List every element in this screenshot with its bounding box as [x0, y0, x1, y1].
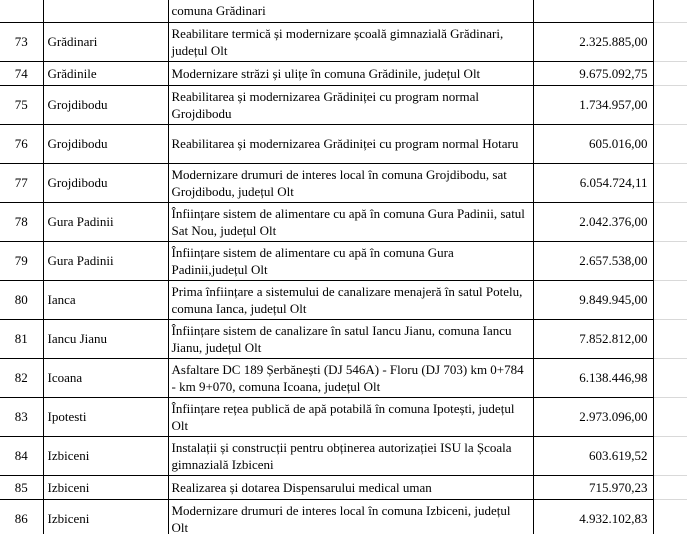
grid-margin-cell — [653, 0, 687, 22]
commune-cell: Gura Padinii — [43, 202, 168, 241]
project-description-cell: comuna Grădinari — [168, 0, 533, 22]
amount-cell: 2.973.096,00 — [533, 397, 653, 436]
amount-cell: 7.852.812,00 — [533, 319, 653, 358]
table-row — [0, 22, 687, 61]
project-description-cell: Modernizare drumuri de interes local în comuna Izbiceni, județul Olt — [168, 499, 533, 534]
project-description-cell: Asfaltare DC 189 Șerbănești (DJ 546A) - Floru (DJ 703) km 0+784 - km 9+070, comuna Icoana, județul Olt — [168, 358, 533, 397]
amount-cell: 603.619,52 — [533, 436, 653, 475]
table-row — [0, 163, 687, 202]
table-row — [0, 397, 687, 436]
table-row — [0, 0, 687, 22]
grid-margin-cell — [653, 22, 687, 61]
commune-cell: Grădinile — [43, 61, 168, 85]
row-number-cell: 78 — [0, 202, 43, 241]
row-number-cell: 83 — [0, 397, 43, 436]
amount-cell: 9.849.945,00 — [533, 280, 653, 319]
table-row — [0, 85, 687, 124]
grid-margin-cell — [653, 163, 687, 202]
table-row — [0, 202, 687, 241]
project-description-cell: Înființare sistem de alimentare cu apă în comuna Gura Padinii, satul Sat Nou, județul Olt — [168, 202, 533, 241]
commune-cell: Icoana — [43, 358, 168, 397]
project-description-cell: Modernizare străzi și ulițe în comuna Grădinile, județul Olt — [168, 61, 533, 85]
commune-cell: Grădinari — [43, 22, 168, 61]
table-row — [0, 499, 687, 534]
table-row — [0, 61, 687, 85]
commune-cell — [43, 0, 168, 22]
table-row — [0, 280, 687, 319]
amount-cell — [533, 0, 653, 22]
table-row — [0, 124, 687, 163]
project-description-cell: Înființare rețea publică de apă potabilă în comuna Ipotești, județul Olt — [168, 397, 533, 436]
commune-cell: Gura Padinii — [43, 241, 168, 280]
commune-cell: Izbiceni — [43, 475, 168, 499]
amount-cell: 605.016,00 — [533, 124, 653, 163]
project-description-cell: Modernizare drumuri de interes local în comuna Grojdibodu, sat Grojdibodu, județul Olt — [168, 163, 533, 202]
grid-margin-cell — [653, 358, 687, 397]
project-description-cell: Instalații și construcții pentru obținerea autorizației ISU la Școala gimnazială Izbiceni — [168, 436, 533, 475]
grid-margin-cell — [653, 280, 687, 319]
commune-cell: Grojdibodu — [43, 124, 168, 163]
commune-cell: Grojdibodu — [43, 163, 168, 202]
table-row — [0, 436, 687, 475]
row-number-cell: 82 — [0, 358, 43, 397]
grid-margin-cell — [653, 202, 687, 241]
row-number-cell: 77 — [0, 163, 43, 202]
table-row — [0, 241, 687, 280]
project-description-cell: Înființare sistem de alimentare cu apă în comuna Gura Padinii,județul Olt — [168, 241, 533, 280]
amount-cell: 6.054.724,11 — [533, 163, 653, 202]
project-description-cell: Reabilitare termică și modernizare școală gimnazială Grădinari, județul Olt — [168, 22, 533, 61]
commune-cell: Grojdibodu — [43, 85, 168, 124]
project-description-cell: Prima înființare a sistemului de canalizare menajeră în satul Potelu, comuna Ianca, județul Olt — [168, 280, 533, 319]
grid-margin-cell — [653, 397, 687, 436]
project-description-cell: Reabilitarea și modernizarea Grădiniței cu program normal Grojdibodu — [168, 85, 533, 124]
row-number-cell: 73 — [0, 22, 43, 61]
row-number-cell: 84 — [0, 436, 43, 475]
grid-margin-cell — [653, 241, 687, 280]
grid-margin-cell — [653, 61, 687, 85]
row-number-cell: 79 — [0, 241, 43, 280]
commune-cell: Ipotesti — [43, 397, 168, 436]
commune-cell: Iancu Jianu — [43, 319, 168, 358]
row-number-cell: 86 — [0, 499, 43, 534]
commune-cell: Izbiceni — [43, 436, 168, 475]
amount-cell: 1.734.957,00 — [533, 85, 653, 124]
project-description-cell: Realizarea și dotarea Dispensarului medical uman — [168, 475, 533, 499]
amount-cell: 2.657.538,00 — [533, 241, 653, 280]
grid-margin-cell — [653, 85, 687, 124]
row-number-cell: 85 — [0, 475, 43, 499]
table-row — [0, 319, 687, 358]
amount-cell: 4.932.102,83 — [533, 499, 653, 534]
grid-margin-cell — [653, 319, 687, 358]
project-description-cell: Înființare sistem de canalizare în satul Iancu Jianu, comuna Iancu Jianu, județul Olt — [168, 319, 533, 358]
project-description-cell: Reabilitarea și modernizarea Grădiniței cu program normal Hotaru — [168, 124, 533, 163]
amount-cell: 9.675.092,75 — [533, 61, 653, 85]
amount-cell: 2.042.376,00 — [533, 202, 653, 241]
table-row — [0, 475, 687, 499]
amount-cell: 2.325.885,00 — [533, 22, 653, 61]
row-number-cell: 76 — [0, 124, 43, 163]
row-number-cell: 80 — [0, 280, 43, 319]
row-number-cell — [0, 0, 43, 22]
table-row — [0, 358, 687, 397]
commune-cell: Ianca — [43, 280, 168, 319]
amount-cell: 715.970,23 — [533, 475, 653, 499]
grid-margin-cell — [653, 475, 687, 499]
commune-cell: Izbiceni — [43, 499, 168, 534]
row-number-cell: 75 — [0, 85, 43, 124]
grid-margin-cell — [653, 124, 687, 163]
row-number-cell: 74 — [0, 61, 43, 85]
grid-margin-cell — [653, 436, 687, 475]
row-number-cell: 81 — [0, 319, 43, 358]
amount-cell: 6.138.446,98 — [533, 358, 653, 397]
grid-margin-cell — [653, 499, 687, 534]
